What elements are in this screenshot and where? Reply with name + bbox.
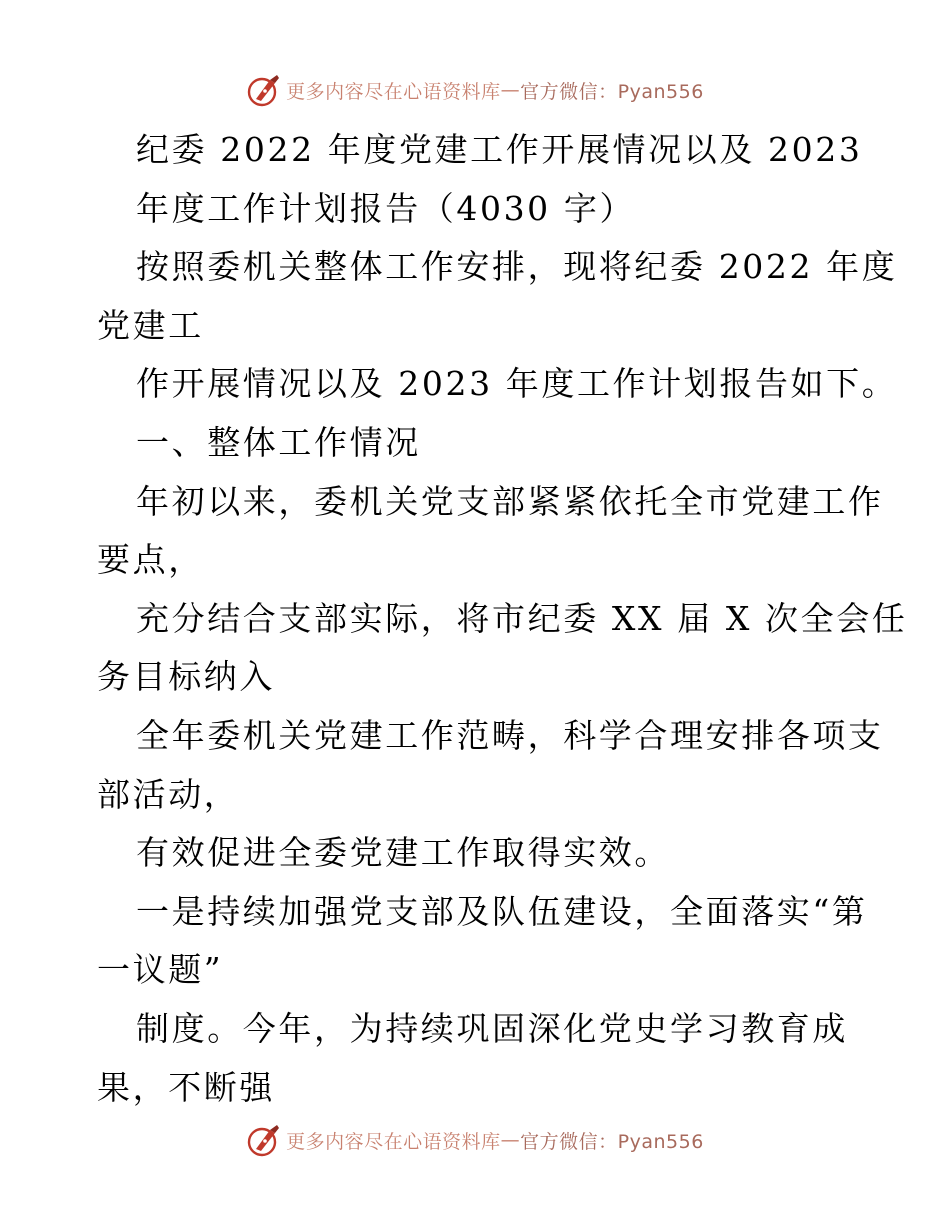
- document-title-line-1: 纪委 2022 年度党建工作开展情况以及 2023: [136, 130, 863, 169]
- paragraph-line: 果，不断强: [97, 1067, 275, 1107]
- watermark-brand: 更多内容尽在心语资料库: [286, 1130, 501, 1153]
- watermark-dash: —: [500, 1129, 521, 1151]
- header-watermark: [0, 70, 950, 110]
- paragraph-line: 作开展情况以及 2023 年度工作计划报告如下。: [136, 364, 898, 404]
- paragraph-line: 制度。今年，为持续巩固深化党史学习教育成: [136, 1008, 848, 1048]
- paragraph-line: 党建工: [97, 305, 204, 345]
- paragraph-line: 全年委机关党建工作范畴，科学合理安排各项支: [136, 715, 884, 755]
- watermark-contact: 官方微信：Pyan556: [520, 1130, 704, 1153]
- paragraph-line: 部活动，: [97, 774, 240, 814]
- paragraph-line: 年初以来，委机关党支部紧紧依托全市党建工作: [136, 481, 884, 521]
- document-body: [97, 121, 908, 1117]
- watermark-contact: 官方微信：Pyan556: [520, 80, 704, 103]
- paragraph-line: 务目标纳入: [97, 657, 275, 697]
- pen-nib-logo-icon: [246, 72, 282, 108]
- pen-nib-logo-icon: [246, 1122, 282, 1158]
- paragraph-line: 按照委机关整体工作安排，现将纪委 2022 年度: [136, 247, 898, 287]
- paragraph-line: 充分结合支部实际，将市纪委 XX 届 X 次全会任: [136, 598, 908, 638]
- watermark-brand: 更多内容尽在心语资料库: [286, 80, 501, 103]
- section-heading: 一、整体工作情况: [136, 422, 421, 462]
- paragraph-line: 要点，: [97, 540, 204, 580]
- paragraph-line: 一议题”: [97, 950, 224, 990]
- paragraph-line: 有效促进全委党建工作取得实效。: [136, 833, 670, 873]
- footer-watermark: [0, 1120, 950, 1160]
- document-title-line-2: 年度工作计划报告（4030 字）: [136, 188, 636, 228]
- paragraph-line: 一是持续加强党支部及队伍建设，全面落实“第: [136, 891, 868, 931]
- watermark-dash: —: [500, 79, 521, 101]
